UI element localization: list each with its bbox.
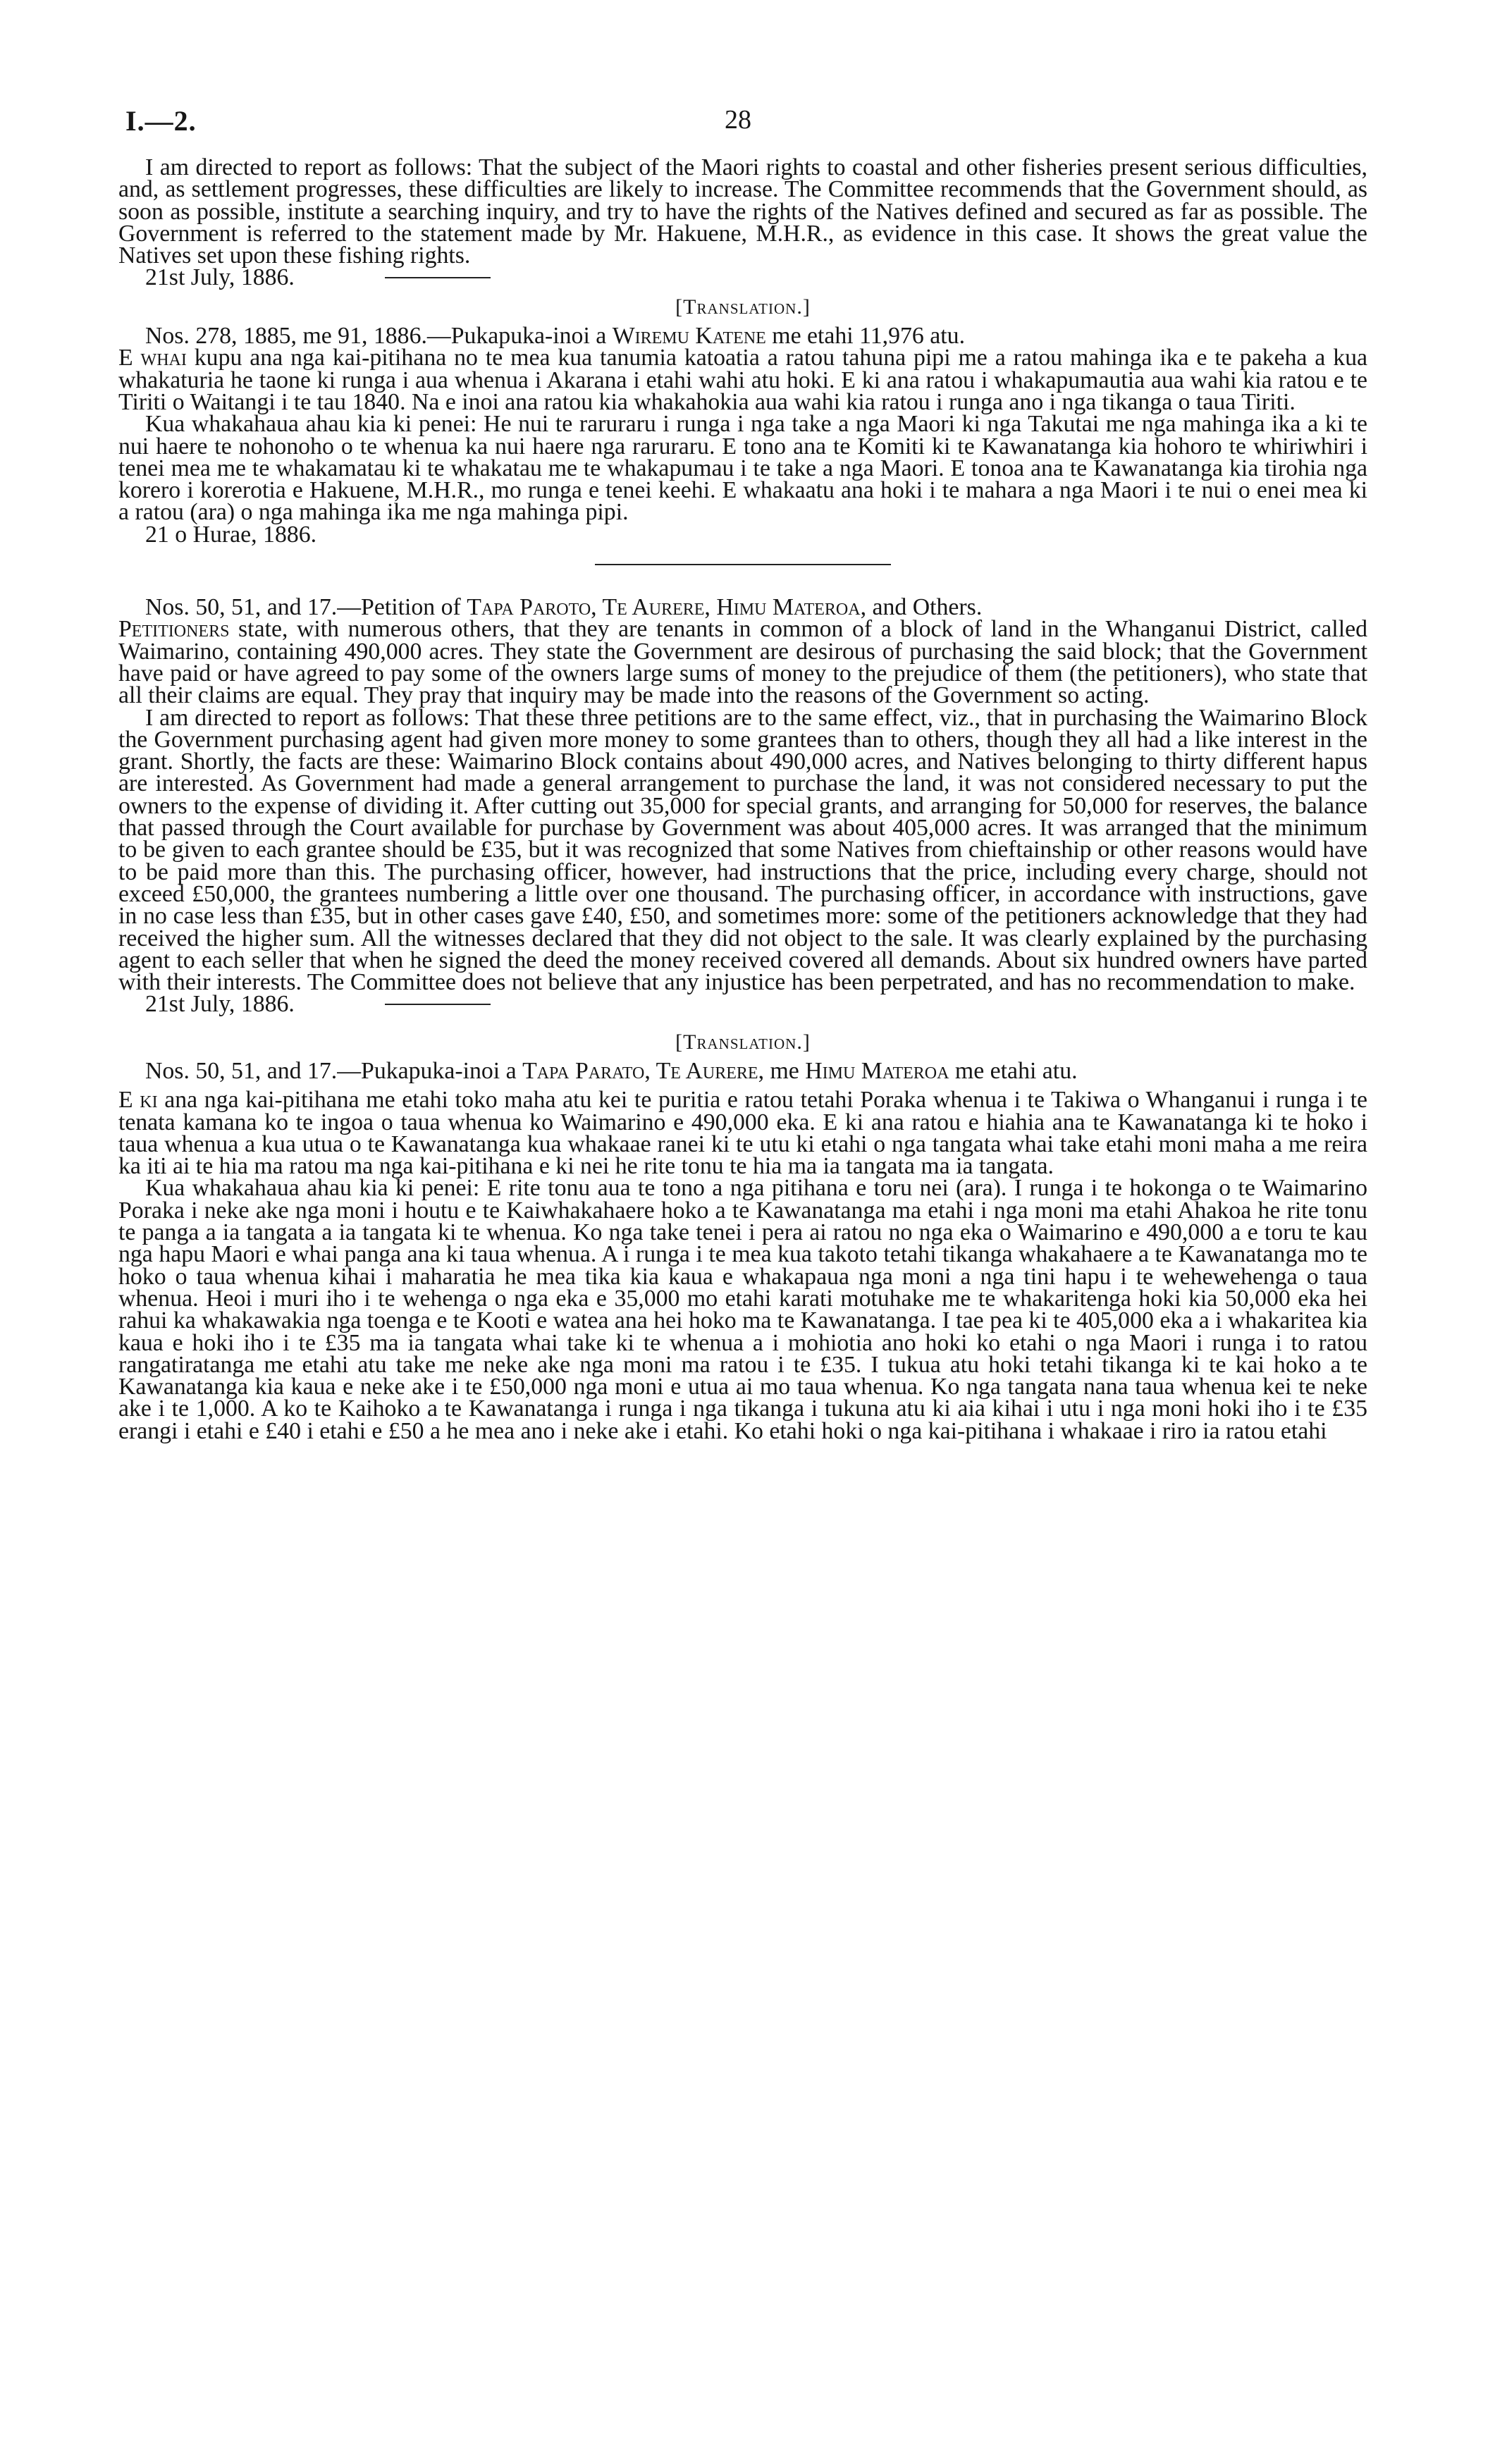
paragraph-text: state, with numerous others, that they are tenants in common of a block of land in the Whanganui District, called Waimarino, containing 490,000 acres. They state the Government are desirous of purchasing the said block; that the Government have paid or have agreed to pay some of the owners large sums of money to the prejudice of them (the petitioners), who state that all their claims are equal. They pray that inquiry may be made into the reasons of the Government so acting. bbox=[118, 616, 1367, 709]
heading-mid: me bbox=[764, 1057, 806, 1084]
document-page bbox=[118, 0, 1368, 1444]
report-date-line bbox=[118, 991, 1367, 1018]
petitioner-names: Tapa Parato, Te Aurere, bbox=[522, 1057, 765, 1084]
petitioner-name: Himu Materoa bbox=[805, 1057, 949, 1084]
heading-prefix: Nos. 50, 51, and 17.—Petition of bbox=[145, 594, 467, 621]
petition-heading bbox=[118, 1057, 1367, 1084]
short-divider bbox=[385, 277, 491, 278]
petition-heading bbox=[118, 323, 1367, 350]
petition-heading bbox=[118, 594, 1367, 621]
lead-words: E whai bbox=[118, 345, 187, 371]
heading-prefix: Nos. 50, 51, and 17.—Pukapuka-inoi a bbox=[145, 1057, 523, 1084]
lead-words: E ki bbox=[118, 1087, 158, 1114]
maori-date: 21 o Hurae, 1886. bbox=[145, 521, 317, 548]
paragraph-text: ana nga kai-pitihana me etahi toko maha atu kei te puritia e ratou tetahi Poraka whenua i te Takiwa o Whanganui i runga i te tenata kamana ko te ingoa o taua whenua ko Waimarino e 490,000 eka. E ki ana ratou e hiahia ana te Kawanatanga ki te hoko i taua whenua a kua utua o te Kawanatanga kua whakaae ranei ki te utu ki etahi o nga tangata whai take etahi moni maha a me reira ka iti ai te hia ma ratou ma nga kai-pitihana e ki nei he rite tonu te hia ma ia tangata ma ia tangata. bbox=[118, 1087, 1368, 1180]
maori-petition-paragraph bbox=[118, 1087, 1368, 1180]
page-number: 28 bbox=[725, 105, 751, 135]
maori-report-paragraph: Kua whakahaua ahau kia ki penei: E rite tonu aua te tono a nga pitihana e toru nei (ara). I runga i te hokonga o te Waimarino Poraka i neke ake nga moni i houtu e te Kaiwhakahaere hoko a te Kawanatanga ma etahi i nga moni ma etahi Ahakoa he rite tonu te panga a ia tangata a ia tangata ki te whenua. Ko nga take tenei i pera ai ratou no nga eka o Waimarino e 490,000 a e toru te kau nga hapu Maori e whai panga ana ki taua whenua. A i runga i te mea kua takoto tetahi tikanga whakahaere a te Kawanatanga mo te hoko o taua whenua kihai i maharatia he mea tika kia kaua e whakapaua nga moni a nga tini hapu i te wehewehenga o taua whenua. Heoi i muri iho i te wehenga o nga eka e 35,000 mo etahi karati motuhake me te whakaritenga hoki kia 50,000 eka hei rahui ka whakawakia nga toenga e te Kooti e watea ana hei hoko ma te Kawanatanga. I tae pea ki te 405,000 eka a i whakaritea kia kaua e hoki iho i te £35 ma ia tangata whai take ki te whenua a i mohiotia ano hoki ko etahi o nga Maori i runga i to ratou rangatiratanga me etahi atu take me neke ake nga moni ma ratou i te £35. I tukua atu hoki tetahi tikanga ki te kai hoko a te Kawanatanga kia kaua e neke ake i te £50,000 nga moni e utua ai mo taua whenua. Ko nga tangata nana taua whenua kei te neke ake i te 1,000. A ko te Kaihoko a te Kawanatanga i runga i nga tikanga i tukuna atu ki aia kihai i utu i nga moni hoki iho i te £35 erangi i etahi e £40 i etahi e £50 a he mea ano i neke ake i etahi. Ko etahi hoki o nga kai-pitihana i whakaae i riro ia ratou etahi bbox=[118, 1175, 1367, 1444]
short-divider bbox=[385, 1004, 491, 1005]
maori-report-paragraph: Kua whakahaua ahau kia ki penei: He nui te raruraru i runga i nga take a nga Maori ki nga Takutai me nga mahinga ika a ki te nui haere te nohonoho o te whenua ka nui haere nga raruraru. E tono ana te Komiti ki te Kawanatanga kia hohoro te whiriwhiri i tenei mea me te whakamatau ki te whakatau me te whakapumau i te take a nga Maori. E tonoa ana te Kawanatanga kia tirohia nga korero i korerotia e Hakuene, M.H.R., mo runga e tenei keehi. E whakaatu ana hoki i te mahara a nga Maori i te nui o enei mea ki a ratou (ara) o nga mahinga ika me nga mahinga pipi. bbox=[118, 411, 1367, 526]
document-reference: I.—2. bbox=[125, 105, 197, 137]
heading-suffix: me etahi atu. bbox=[949, 1057, 1078, 1084]
report-paragraph: I am directed to report as follows: That the subject of the Maori rights to coastal and other fisheries present serious difficulties, and, as settlement progresses, these difficulties are likely to increase. The Committee recommends that the Government should, as soon as possible, institute a searching inquiry, and try to have the rights of the Natives defined and secured as far as possible. The Government is referred to the statement made by Mr. Hakuene, M.H.R., as evidence in this case. It shows the great value the Natives set upon these fishing rights. bbox=[118, 154, 1367, 269]
section-divider bbox=[595, 564, 891, 565]
lead-words: Petitioners bbox=[118, 616, 230, 643]
page-body bbox=[118, 156, 1367, 1442]
page-header bbox=[118, 0, 1367, 137]
heading-suffix: me etahi 11,976 atu. bbox=[765, 323, 966, 350]
translation-label: [Translation.] bbox=[675, 295, 811, 319]
petitioner-names: Tapa Paroto, Te Aurere, Himu Materoa, bbox=[467, 594, 867, 621]
report-date-line bbox=[118, 264, 1367, 291]
report-paragraph: I am directed to report as follows: That these three petitions are to the same effect, viz., that in purchasing the Waimarino Block the Government purchasing agent had given more money to some grantees than to others, though they all had a like interest in the grant. Shortly, the facts are these: Waimarino Block contains about 490,000 acres, and Natives belonging to thirty different hapus are interested. As Government had made a general arrangement to purchase the land, it was not considered necessary to put the owners to the expense of dividing it. After cutting out 35,000 for special grants, and arranging for 50,000 for reserves, the balance that passed through the Court available for purchase by Government was about 405,000 acres. It was arranged that the minimum to be given to each grantee should be £35, but it was recognized that some Natives from chieftainship or other reasons would have to be paid more than this. The purchasing officer, however, had instructions that the price, including every charge, should not exceed £50,000, the grantees numbering a little over one thousand. The purchasing officer, in accordance with instructions, gave in no case less than £35, but in other cases gave £40, £50, and sometimes more: some of the petitioners acknowledge that they had received the higher sum. All the witnesses declared that they did not object to the sale. It was clearly explained by the purchasing agent to each seller that when he signed the deed the money received covered all demands. About six hundred owners have parted with their interests. The Committee does not believe that any injustice has been perpetrated, and has no recommendation to make. bbox=[118, 704, 1367, 996]
translation-label: [Translation.] bbox=[675, 1030, 811, 1054]
report-date: 21st July, 1886. bbox=[145, 264, 295, 291]
petition-paragraph bbox=[118, 616, 1367, 709]
paragraph-text: kupu ana nga kai-pitihana no te mea kua tanumia katoatia a ratou tahuna pipi me a ratou mahinga ika e te pakeha a kua whakaturia he taone ki runga i aua whenua i Akarana i etahi wahi atu hoki. E ki ana ratou i whakapumautia aua wahi kia ratou e te Tiriti o Waitangi i te tau 1840. Na e inoi ana ratou kia whakahokia aua wahi kia ratou i runga ano i nga tikanga o taua Tiriti. bbox=[118, 345, 1367, 415]
petitioner-name: Wiremu Katene bbox=[612, 323, 766, 350]
report-date: 21st July, 1886. bbox=[145, 991, 295, 1018]
heading-suffix: and Others. bbox=[866, 594, 983, 621]
maori-petition-paragraph bbox=[118, 347, 1367, 413]
heading-prefix: Nos. 278, 1885, me 91, 1886.—Pukapuka-inoi a bbox=[145, 323, 613, 350]
